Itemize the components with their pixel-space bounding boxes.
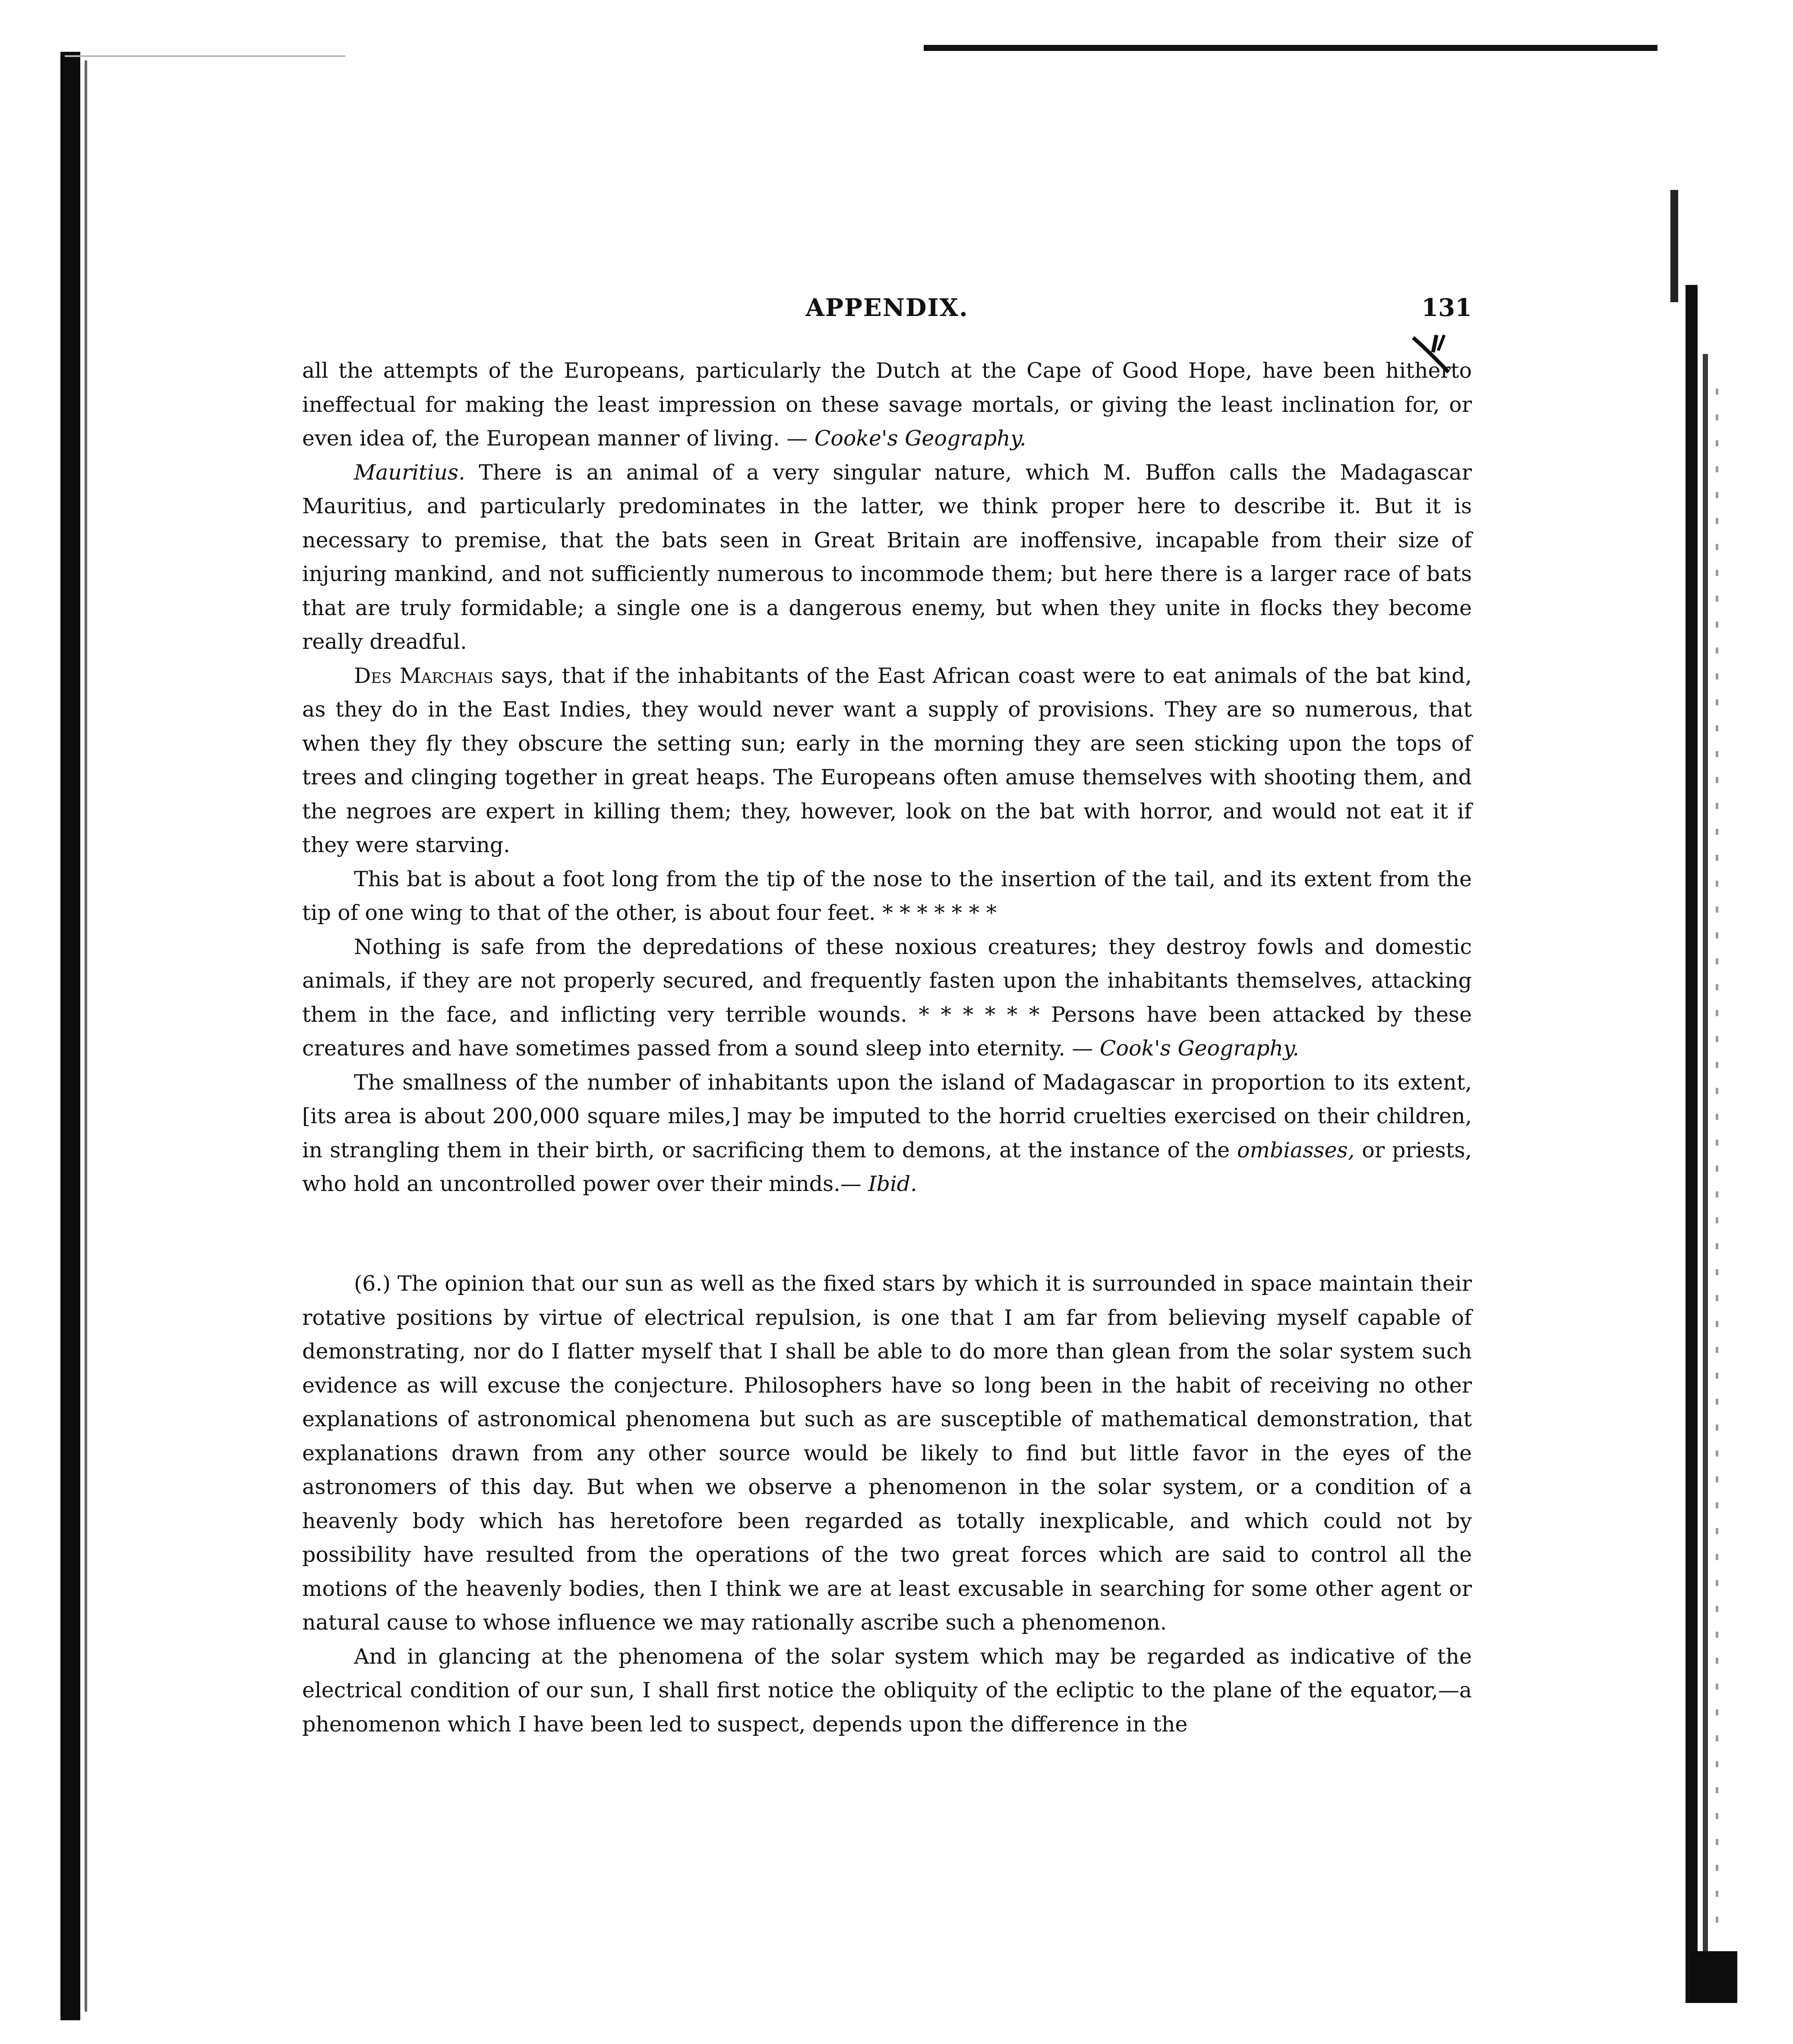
paragraph-5-citation: — Cook's Geography.	[1072, 1036, 1299, 1061]
paragraph-6-italic-word: ombiasses,	[1237, 1137, 1355, 1163]
paragraph-6-text: The smallness of the number of inhabitants upon the island of Madagascar in proportion to its extent, [its area is about 200,000 square miles,] may be imputed to the horrid cruelties exercised on their children, in strangling them in their birth, or sacrificing them to demons, at the instance of the	[302, 1070, 1472, 1163]
scan-binding-shadow	[60, 52, 80, 2020]
paragraph-7-text: (6.) The opinion that our sun as well as the fixed stars by which it is surrounded in space maintain their rotative positions by virtue of electrical repulsion, is one that I am far from believing myself capable of demonstrating, nor do I flatter myself that I shall be able to do more than glean from the solar system such evidence as will excuse the conjecture. Philosophers have so long been in the habit of receiving no other explanations of astronomical phenomena but such as are susceptible of mathematical demonstration, that explanations drawn from any other source would be likely to find but little favor in the eyes of the astronomers of this day. But when we observe a phenomenon in the solar system, or a condition of a heavenly body which has heretofore been regarded as totally inexplicable, and which could not by possibility have resulted from the operations of the two great forces which are said to control all the motions of the heavenly bodies, then I think we are at least excusable in searching for some other agent or natural cause to whose influence we may rationally ascribe such a phenomenon.	[302, 1271, 1472, 1635]
paragraph-2	[302, 456, 1472, 659]
body-text-upper	[302, 354, 1472, 1201]
paragraph-2-text: There is an animal of a very singular nature, which M. Buffon calls the Madagascar Mauritius, and particularly predominates in the latter, we think proper here to describe it. But it is necessary to premise, that the bats seen in Great Britain are inoffensive, incapable from their size of injuring mankind, and not sufficiently numerous to incommode them; but here there is a larger race of bats that are truly formidable; a single one is a dangerous enemy, but when they unite in flocks they become really dreadful.	[302, 460, 1472, 654]
paragraph-6	[302, 1066, 1472, 1201]
paragraph-7	[302, 1267, 1472, 1640]
page-number: 131	[1421, 294, 1472, 322]
paragraph-3	[302, 659, 1472, 862]
scan-right-edge-line	[1703, 354, 1708, 1994]
scan-binding-line	[85, 60, 87, 2012]
paragraph-1-citation: — Cooke's Geography.	[786, 426, 1026, 451]
paragraph-3-lead: Des Marchais	[354, 663, 493, 688]
scan-right-edge-mark-top	[1670, 190, 1678, 302]
paragraph-5	[302, 930, 1472, 1066]
scan-right-edge-speckle	[1716, 389, 1718, 1943]
scan-top-left-mark	[65, 55, 345, 57]
scan-right-edge-shadow	[1686, 285, 1698, 2003]
paragraph-4	[302, 862, 1472, 930]
running-title: APPENDIX.	[805, 294, 969, 322]
paragraph-1	[302, 354, 1472, 456]
paragraph-6-citation: — Ibid.	[840, 1172, 917, 1196]
scan-bottom-right-blot	[1690, 1951, 1737, 2003]
paragraph-6-text-after: or priests, who hold an uncontrolled power over their minds.	[302, 1137, 1472, 1196]
scan-top-edge-mark	[924, 45, 1657, 51]
paragraph-8-text: And in glancing at the phenomena of the solar system which may be regarded as indicative of the electrical condition of our sun, I shall first notice the obliquity of the ecliptic to the plane of the equator,—a phenomenon which I have been led to suspect, depends upon the difference in the	[302, 1644, 1472, 1737]
paragraph-1-text: all the attempts of the Europeans, particularly the Dutch at the Cape of Good Hope, have been hitherto ineffectual for making the least impression on these savage mortals, or giving the least inclination for, or even idea of, the European manner of living.	[302, 358, 1472, 451]
body-text-lower	[302, 1267, 1472, 1741]
paragraph-8	[302, 1640, 1472, 1742]
paragraph-5-text: Nothing is safe from the depredations of these noxious creatures; they destroy fowls and domestic animals, if they are not properly secured, and frequently fasten upon the inhabitants themselves, attacking them in the face, and inflicting very terrible wounds. * * * * * * Persons have been attacked by these creatures and have sometimes passed from a sound sleep into eternity.	[302, 934, 1472, 1061]
paragraph-4-text: This bat is about a foot long from the tip of the nose to the insertion of the tail, and its extent from the tip of one wing to that of the other, is about four feet. * * * * * * *	[302, 866, 1472, 925]
paragraph-3-text: says, that if the inhabitants of the East African coast were to eat animals of the bat kind, as they do in the East Indies, they would never want a supply of provisions. They are so numerous, that when they fly they obscure the setting sun; early in the morning they are seen sticking upon the tops of trees and clinging together in great heaps. The Europeans often amuse themselves with shooting them, and the negroes are expert in killing them; they, however, look on the bat with horror, and would not eat it if they were starving.	[302, 663, 1472, 857]
paragraph-2-lead: Mauritius.	[354, 460, 465, 485]
page-header	[302, 294, 1472, 332]
